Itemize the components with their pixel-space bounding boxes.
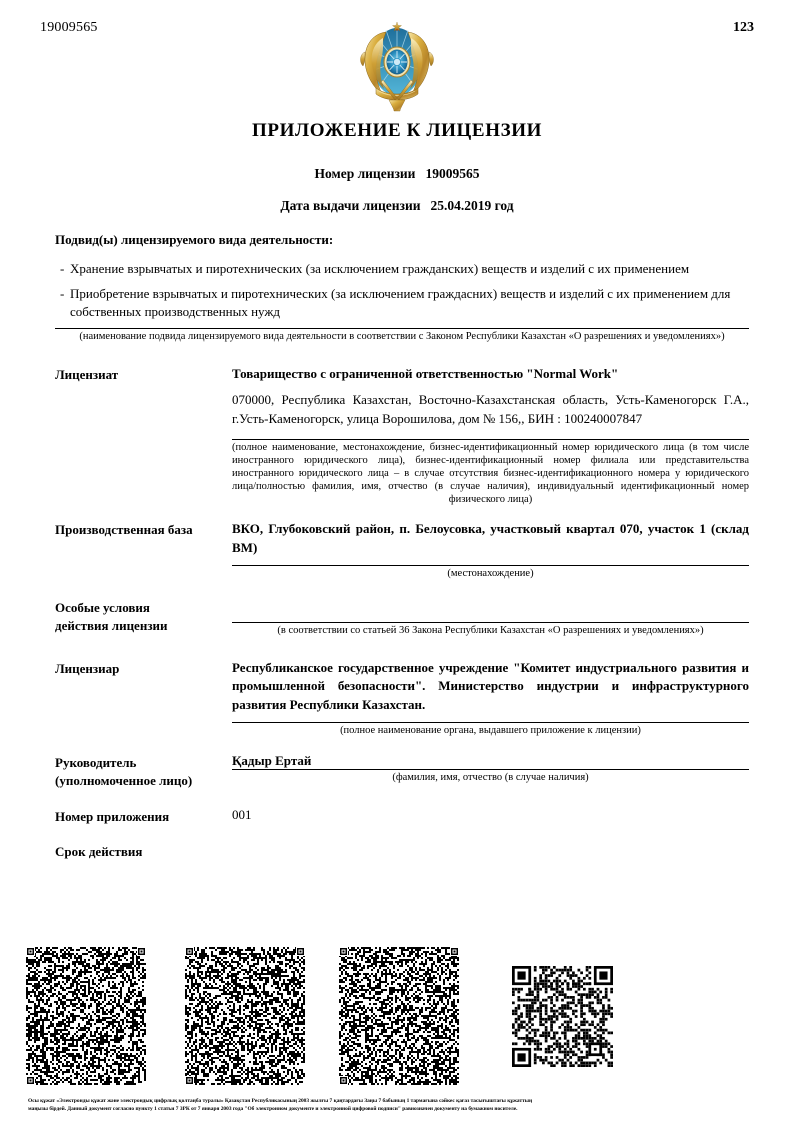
- document-title: ПРИЛОЖЕНИЕ К ЛИЦЕНЗИИ: [252, 120, 542, 141]
- head-value-column: [232, 753, 749, 784]
- special-conditions-caption: (в соответствии со статьей 36 Закона Республики Казахстан «О разрешениях и уведомлениях»): [277, 625, 704, 637]
- head-label-line1: Руководитель: [55, 754, 137, 770]
- license-date-line: [0, 198, 794, 214]
- subtypes-heading: Подвид(ы) лицензируемого вида деятельности:: [55, 232, 334, 247]
- validity-value-column: [232, 842, 749, 858]
- license-date-value: 25.04.2019 год: [430, 198, 514, 213]
- production-base-row: [55, 520, 749, 580]
- licensor-label: Лицензиар: [55, 661, 120, 677]
- legal-footer: [28, 1097, 766, 1114]
- licensee-value-column: [232, 365, 749, 507]
- head-label: [55, 753, 232, 789]
- licensee-name: Товарищество с ограниченной ответственностью "Normal Work": [232, 365, 619, 381]
- special-conditions-value: [232, 598, 749, 616]
- licensee-address: 070000, Республика Казахстан, Восточно-Казахстанская область, Усть-Каменогорск Г.А., г.Усть-Каменогорск, улица Ворошилова, дом № 156,, БИН : 100240007847: [232, 392, 749, 426]
- validity-label: Срок действия: [55, 843, 143, 859]
- licensee-divider: [232, 439, 749, 440]
- appendix-number-value-column: [232, 807, 749, 823]
- subtypes-list: [55, 260, 749, 320]
- production-base-caption: (местонахождение): [447, 567, 534, 579]
- document-number: 19009565: [40, 20, 98, 35]
- production-base-value: ВКО, Глубоковский район, п. Белоусовка, участковый квартал 070, участок 1 (склад ВМ): [232, 521, 749, 555]
- datamatrix-code-2: [185, 947, 305, 1085]
- license-number-label: Номер лицензии: [314, 166, 416, 181]
- license-number-line: [0, 166, 794, 182]
- appendix-number-row: [55, 807, 749, 826]
- special-conditions-label-line1: Особые условия: [55, 599, 150, 615]
- subtypes-caption: (наименование подвида лицензируемого вида деятельности в соответствии с Законом Республики Казахстан «О разрешениях и уведомлениях»): [79, 330, 725, 342]
- licensor-row: [55, 659, 749, 737]
- production-base-divider: [232, 565, 749, 566]
- page-number: 123: [733, 20, 754, 35]
- codes-container: [26, 947, 768, 1087]
- appendix-number-label: Номер приложения: [55, 809, 170, 825]
- licensor-value-column: [232, 659, 749, 737]
- head-name: Қадыр Ертай: [232, 752, 312, 768]
- head-divider: [232, 769, 749, 770]
- special-conditions-divider: [232, 622, 749, 623]
- licensee-label: Лицензиат: [55, 366, 119, 382]
- head-caption: (фамилия, имя, отчество (в случае наличия): [392, 771, 589, 783]
- validity-row: [55, 842, 749, 861]
- footer-line-kazakh: Осы құжат «Электронды құжат және электрондық цифрлық қолтаңба туралы» Қазақстан Республикасының 2003 жылғы 7 қаңтардағы Заңы 7 бабының 1 тармағына сәйкес қағаз тасығыштағы құжаттың: [28, 1098, 533, 1104]
- appendix-number-value: 001: [232, 807, 252, 823]
- license-number-value: 19009565: [425, 166, 480, 181]
- special-conditions-label: [55, 598, 232, 634]
- licensor-caption: (полное наименование органа, выдавшего приложение к лицензии): [340, 724, 641, 736]
- licensor-divider: [232, 722, 749, 723]
- production-base-value-column: [232, 520, 749, 580]
- license-date-label: Дата выдачи лицензии: [280, 198, 421, 213]
- list-item: - Хранение взрывчатых и пиротехнических (за исключением гражданских) веществ и изделий с их применением: [55, 260, 749, 277]
- validity-value: [232, 842, 749, 858]
- emblem-container: [0, 18, 794, 113]
- kazakhstan-state-emblem-icon: [356, 18, 438, 113]
- licensee-caption: (полное наименование, местонахождение, бизнес-идентификационный номер юридического лица (в том числе иностранного юридического лица), бизнес-идентификационный номер филиала или представительства иностранного юридического лица – в случае отсутствия бизнес-идентификационного номера у юридического лица/полностью фамилия, имя, отчество (в случае наличия), индивидуальный идентификационный номер физического лица): [232, 441, 749, 506]
- document-body: [55, 232, 749, 860]
- special-conditions-label-line2: действия лицензии: [55, 617, 168, 633]
- production-base-label: Производственная база: [55, 522, 193, 538]
- licensor-value: Республиканское государственное учреждение "Комитет индустриального развития и промышленной безопасности". Министерство индустрии и инфраструктурного развития Республики Казахстан.: [232, 660, 749, 712]
- footer-line-russian: маңызы бірдей. Данный документ согласно пункту 1 статьи 7 ЗРК от 7 января 2003 года "Об электронном документе и электронной цифровой подписи" равнозначен документу на бумажном носителе.: [28, 1106, 518, 1113]
- head-row: [55, 753, 749, 789]
- list-item: - Приобретение взрывчатых и пиротехнических (за исключением граждасних) веществ и изделий с их применением для собственных производственных нужд: [55, 285, 749, 320]
- datamatrix-code-3: [339, 947, 459, 1085]
- subtypes-divider: [55, 328, 749, 329]
- datamatrix-code-1: [26, 947, 146, 1085]
- head-label-line2: (уполномоченное лицо): [55, 772, 193, 788]
- special-conditions-value-column: [232, 598, 749, 637]
- licensee-row: [55, 365, 749, 507]
- qr-code-verification[interactable]: [512, 966, 613, 1067]
- special-conditions-row: [55, 598, 749, 637]
